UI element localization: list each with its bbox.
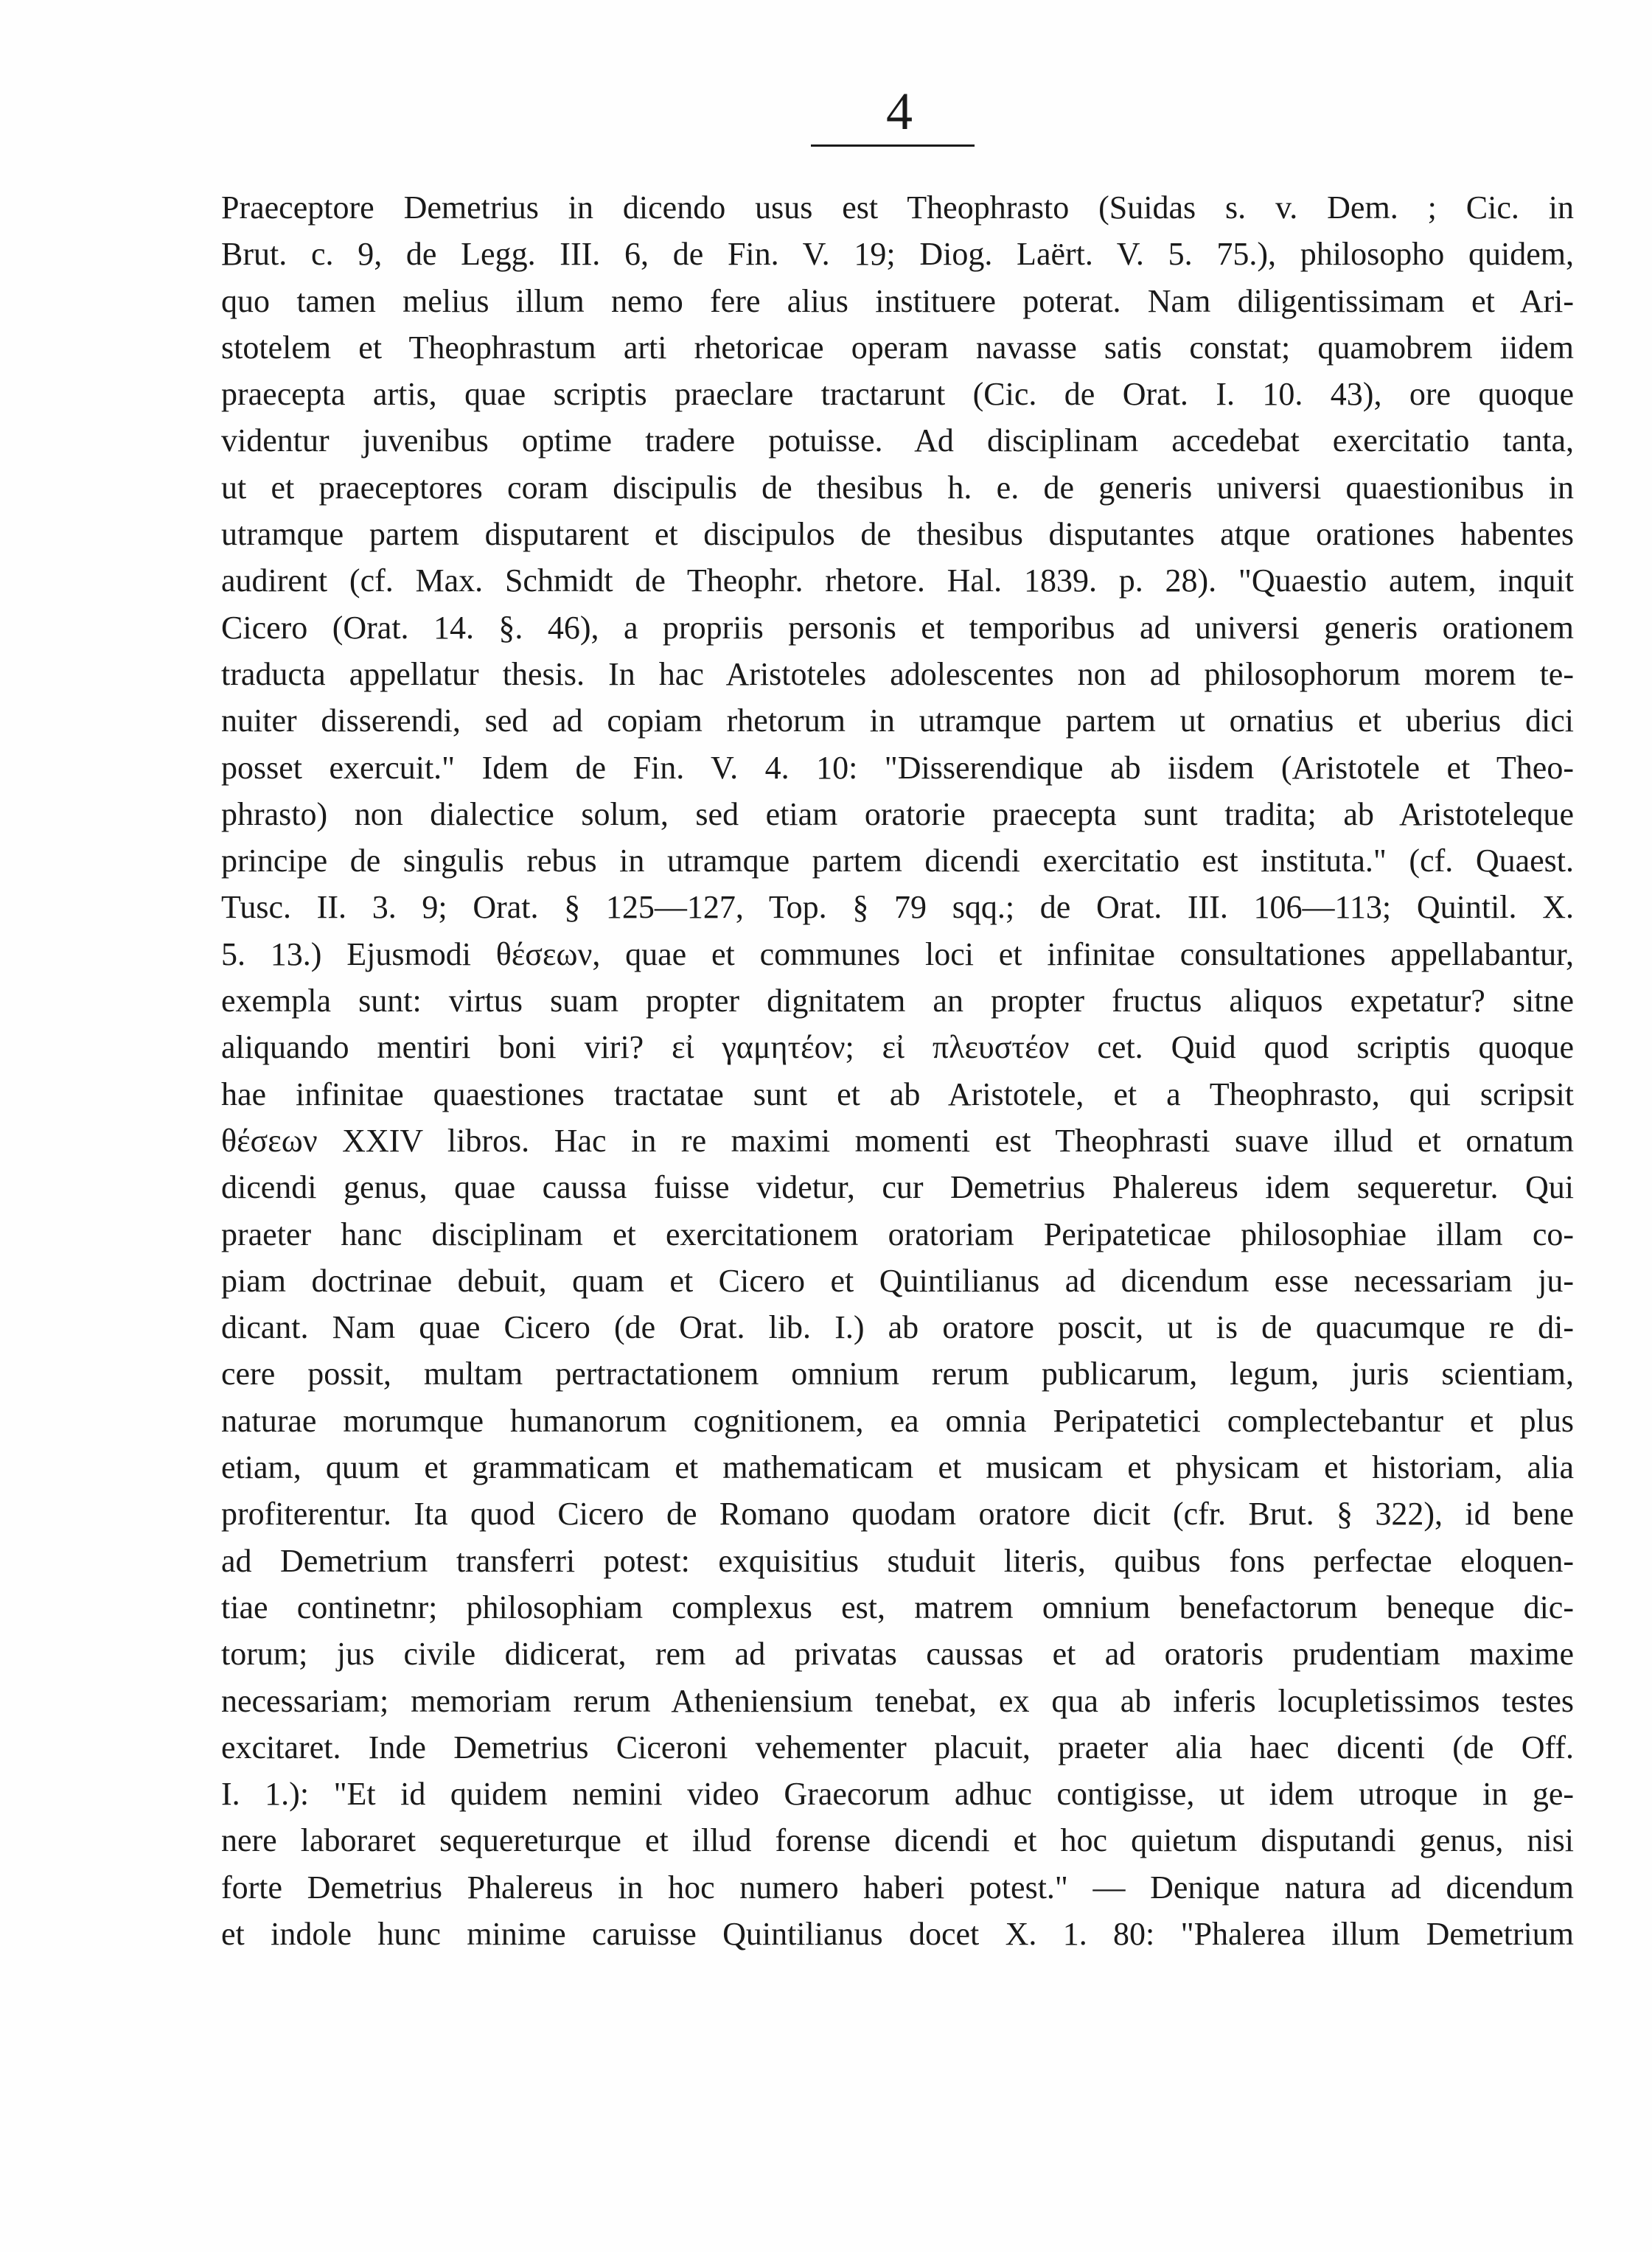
text-line: Tusc. II. 3. 9; Orat. § 125—127, Top. § 79 sqq.; de Orat. III. 106—113; Quintil. X. [221,889,1574,926]
text-line: Brut. c. 9, de Legg. III. 6, de Fin. V. 19; Diog. Laërt. V. 5. 75.), philosopho quidem, [221,236,1574,273]
text-line: hae infinitae quaestiones tractatae sunt et ab Aristotele, et a Theophrasto, qui scripsit [221,1076,1574,1112]
text-line: stotelem et Theophrastum arti rhetoricae operam navasse satis constat; quamobrem iidem [221,329,1574,366]
text-line: θέσεων XXIV libros. Hac in re maximi momenti est Theophrasti suave illud et ornatum [221,1122,1574,1159]
text-line: praecepta artis, quae scriptis praeclare tractarunt (Cic. de Orat. I. 10. 43), ore quoque [221,376,1574,413]
text-line: et indole hunc minime caruisse Quintilianus docet X. 1. 80: "Phalerea illum Demetrium [221,1915,1574,1952]
text-line: etiam, quum et grammaticam et mathematicam et musicam et physicam et historiam, alia [221,1449,1574,1486]
text-line: cere possit, multam pertractationem omnium rerum publicarum, legum, juris scientiam, [221,1356,1574,1392]
text-line: dicendi genus, quae caussa fuisse videtur, cur Demetrius Phalereus idem sequeretur. Qui [221,1169,1574,1206]
text-line: naturae morumque humanorum cognitionem, ea omnia Peripatetici complectebantur et plus [221,1402,1574,1439]
text-line: necessariam; memoriam rerum Atheniensium tenebat, ex qua ab inferis locupletissimos testes [221,1682,1574,1719]
text-line: traducta appellatur thesis. In hac Aristoteles adolescentes non ad philosophorum morem te- [221,655,1574,692]
text-line: aliquando mentiri boni viri? εἰ γαμητέον; εἰ πλευστέον cet. Quid quod scriptis quoque [221,1029,1574,1066]
text-line: exempla sunt: virtus suam propter dignitatem an propter fructus aliquos expetatur? sitne [221,983,1574,1019]
text-line: praeter hanc disciplinam et exercitationem oratoriam Peripateticae philosophiae illam co- [221,1216,1574,1252]
text-line: nuiter disserendi, sed ad copiam rhetorum in utramque partem ut ornatius et uberius dici [221,703,1574,739]
text-line: Cicero (Orat. 14. §. 46), a propriis personis et temporibus ad universi generis orationem [221,609,1574,646]
header-rule [811,144,975,147]
text-line: principe de singulis rebus in utramque partem dicendi exercitatio est instituta." (cf. Quaest. [221,843,1574,879]
text-line: ut et praeceptores coram discipulis de thesibus h. e. de generis universi quaestionibus in [221,469,1574,506]
text-line: videntur juvenibus optime tradere potuisse. Ad disciplinam accedebat exercitatio tanta, [221,422,1574,459]
text-line: audirent (cf. Max. Schmidt de Theophr. rhetore. Hal. 1839. p. 28). "Quaestio autem, inquit [221,562,1574,599]
page-number: 4 [886,82,913,141]
text-line: profiterentur. Ita quod Cicero de Romano quodam oratore dicit (cfr. Brut. § 322), id bene [221,1496,1574,1533]
text-line: ad Demetrium transferri potest: exquisitius studuit literis, quibus fons perfectae eloquen- [221,1542,1574,1579]
text-line: utramque partem disputarent et discipulos de thesibus disputantes atque orationes habentes [221,516,1574,553]
text-line: phrasto) non dialectice solum, sed etiam oratorie praecepta sunt tradita; ab Aristoteleque [221,795,1574,832]
text-line: Praeceptore Demetrius in dicendo usus est Theophrasto (Suidas s. v. Dem. ; Cic. in [221,189,1574,226]
text-line: nere laboraret sequereturque et illud forense dicendi et hoc quietum disputandi genus, nisi [221,1822,1574,1859]
text-line: 5. 13.) Ejusmodi θέσεων, quae et communes loci et infinitae consultationes appellabantur, [221,935,1574,972]
text-line: piam doctrinae debuit, quam et Cicero et Quintilianus ad dicendum esse necessariam ju- [221,1262,1574,1299]
text-line: forte Demetrius Phalereus in hoc numero haberi potest." — Denique natura ad dicendum [221,1869,1574,1906]
text-line: posset exercuit." Idem de Fin. V. 4. 10: "Disserendique ab iisdem (Aristotele et Theo- [221,749,1574,786]
text-line: dicant. Nam quae Cicero (de Orat. lib. I.) ab oratore poscit, ut is de quacumque re di- [221,1309,1574,1346]
text-line: quo tamen melius illum nemo fere alius instituere poterat. Nam diligentissimam et Ari- [221,282,1574,319]
body-text [221,184,1574,1957]
text-line: I. 1.): "Et id quidem nemini video Graecorum adhuc contigisse, ut idem utroque in ge- [221,1776,1574,1813]
text-line: tiae continetnr; philosophiam complexus est, matrem omnium benefactorum beneque dic- [221,1589,1574,1625]
text-line: torum; jus civile didicerat, rem ad privatas caussas et ad oratoris prudentiam maxime [221,1636,1574,1673]
text-line: excitaret. Inde Demetrius Ciceroni vehementer placuit, praeter alia haec dicenti (de Off. [221,1729,1574,1765]
